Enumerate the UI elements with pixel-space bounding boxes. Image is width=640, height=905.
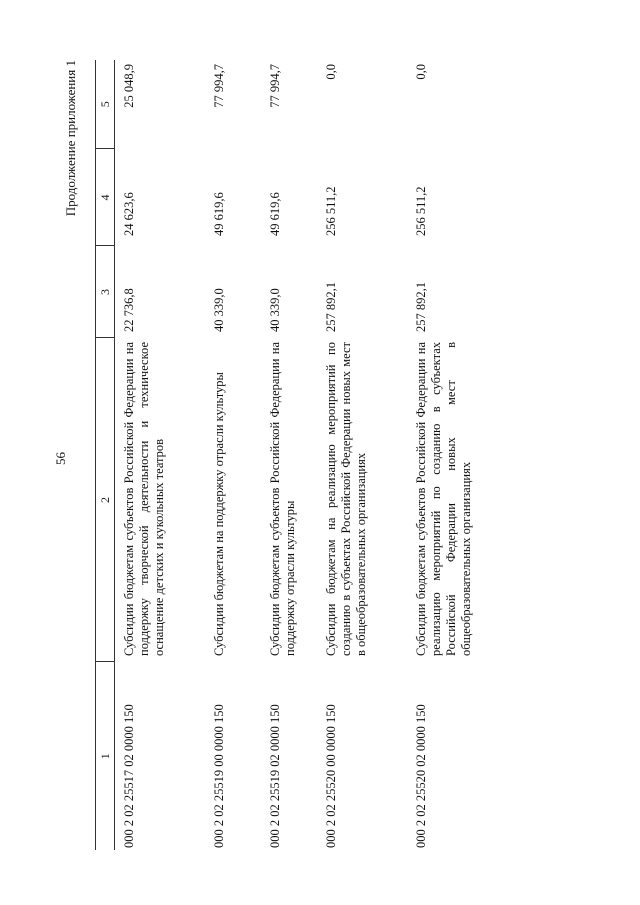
budget-code: 000 2 02 25520 02 0000 150 [413, 704, 428, 848]
value-col3: 257 892,1 [323, 282, 338, 332]
value-col5: 77 994,7 [267, 64, 282, 108]
column-header: 2 [96, 338, 115, 662]
table-row [261, 60, 317, 850]
value-col5: 25 048,9 [122, 64, 136, 108]
table-row [407, 60, 507, 850]
budget-code: 000 2 02 25520 00 0000 150 [323, 704, 338, 848]
item-name: Субсидии бюджетам субъектов Российской Федерации на поддержку отрасли культуры [267, 342, 297, 656]
value-col5: 0,0 [413, 64, 428, 80]
value-col4: 24 623,6 [122, 192, 136, 236]
budget-table [95, 60, 507, 850]
value-col5: 0,0 [323, 64, 338, 80]
value-col3: 40 339,0 [267, 288, 282, 332]
budget-code: 000 2 02 25517 02 0000 150 [122, 704, 136, 848]
value-col4: 256 511,2 [323, 186, 338, 236]
budget-code: 000 2 02 25519 02 0000 150 [267, 704, 282, 848]
value-col3: 257 892,1 [413, 282, 428, 332]
continuation-label: Продолжение приложения 1 [63, 60, 78, 217]
value-col3: 40 339,0 [211, 288, 226, 332]
item-name: Субсидии бюджетам на поддержку отрасли культуры [211, 372, 226, 656]
item-name: Субсидии бюджетам субъектов Российской Федерации на поддержку творческой деятельности и техническое оснащение детских и кукольных театров [122, 342, 166, 656]
column-header: 5 [96, 60, 115, 149]
column-header: 3 [96, 246, 115, 338]
item-name: Субсидии бюджетам субъектов Российской Федерации на реализацию мероприятий по созданию в субъектах Российской Федерации новых мест в общеобразовательных организациях [413, 342, 473, 656]
page-number: 56 [53, 452, 68, 465]
header-row [96, 60, 115, 850]
column-header: 1 [96, 662, 115, 850]
column-header: 4 [96, 149, 115, 246]
table-row [205, 60, 261, 850]
value-col4: 256 511,2 [413, 186, 428, 236]
budget-code: 000 2 02 25519 00 0000 150 [211, 704, 226, 848]
item-name: Субсидии бюджетам на реализацию мероприятий по созданию в субъектах Российской Федерации новых мест в общеобразовательных организациях [323, 342, 368, 656]
rotated-page [53, 60, 525, 850]
table-row [317, 60, 407, 850]
value-col4: 49 619,6 [211, 192, 226, 236]
value-col5: 77 994,7 [211, 64, 226, 108]
value-col4: 49 619,6 [267, 192, 282, 236]
value-col3: 22 736,8 [122, 288, 136, 332]
table-row [115, 60, 205, 850]
